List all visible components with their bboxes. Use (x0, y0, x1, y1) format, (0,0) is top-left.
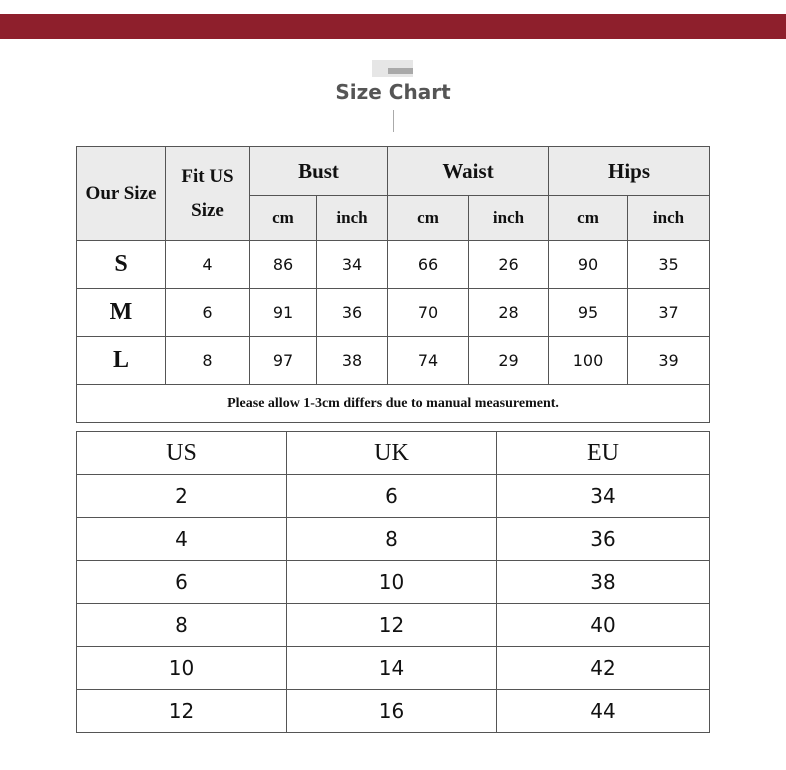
uk-size-value: 8 (287, 518, 497, 561)
waist-cm-value: 70 (388, 289, 469, 337)
unit-header: inch (317, 196, 388, 241)
table-row (77, 690, 710, 733)
bust-cm-value: 91 (250, 289, 317, 337)
us-size-value: 12 (77, 690, 287, 733)
unit-header: inch (469, 196, 549, 241)
fit-us-header-line2: Size (191, 199, 224, 221)
table-row (77, 289, 710, 337)
eu-size-value: 40 (497, 604, 710, 647)
us-size-value: 8 (77, 604, 287, 647)
table-row (77, 604, 710, 647)
fit-us-value: 8 (166, 337, 250, 385)
top-banner-bar (0, 14, 786, 39)
table-row (77, 337, 710, 385)
waist-inch-value: 26 (469, 241, 549, 289)
bust-inch-value: 34 (317, 241, 388, 289)
us-size-value: 6 (77, 561, 287, 604)
table-row (77, 647, 710, 690)
eu-header: EU (497, 432, 710, 475)
uk-size-value: 16 (287, 690, 497, 733)
bust-header: Bust (250, 147, 388, 196)
us-size-value: 4 (77, 518, 287, 561)
uk-size-value: 6 (287, 475, 497, 518)
bust-inch-value: 38 (317, 337, 388, 385)
uk-header: UK (287, 432, 497, 475)
bust-cm-value: 97 (250, 337, 317, 385)
waist-header: Waist (388, 147, 549, 196)
uk-size-value: 10 (287, 561, 497, 604)
unit-header: cm (549, 196, 628, 241)
table-row (77, 518, 710, 561)
table-row (77, 475, 710, 518)
us-header: US (77, 432, 287, 475)
hips-inch-value: 39 (628, 337, 710, 385)
fit-us-value: 4 (166, 241, 250, 289)
size-conversion-table (76, 431, 710, 733)
size-label: L (77, 337, 166, 385)
eu-size-value: 42 (497, 647, 710, 690)
size-label: M (77, 289, 166, 337)
size-chart-table (76, 146, 710, 423)
unit-header: cm (250, 196, 317, 241)
conversion-header-row (77, 432, 710, 475)
fit-us-value: 6 (166, 289, 250, 337)
hips-cm-value: 95 (549, 289, 628, 337)
eu-size-value: 44 (497, 690, 710, 733)
fit-us-header-line1: Fit US (181, 165, 234, 187)
waist-cm-value: 74 (388, 337, 469, 385)
unit-header: inch (628, 196, 710, 241)
us-size-value: 10 (77, 647, 287, 690)
eu-size-value: 38 (497, 561, 710, 604)
waist-inch-value: 28 (469, 289, 549, 337)
uk-size-value: 14 (287, 647, 497, 690)
fit-us-size-header (166, 147, 250, 241)
unit-header: cm (388, 196, 469, 241)
waist-inch-value: 29 (469, 337, 549, 385)
size-header-row (77, 147, 710, 196)
uk-size-value: 12 (287, 604, 497, 647)
table-row (77, 241, 710, 289)
our-size-header: Our Size (77, 147, 166, 241)
table-row (77, 561, 710, 604)
hips-cm-value: 90 (549, 241, 628, 289)
size-label: S (77, 241, 166, 289)
chart-icon (372, 60, 413, 77)
us-size-value: 2 (77, 475, 287, 518)
hips-cm-value: 100 (549, 337, 628, 385)
bust-cm-value: 86 (250, 241, 317, 289)
waist-cm-value: 66 (388, 241, 469, 289)
hips-inch-value: 35 (628, 241, 710, 289)
eu-size-value: 36 (497, 518, 710, 561)
measurement-note: Please allow 1-3cm differs due to manual measurement. (77, 385, 710, 423)
eu-size-value: 34 (497, 475, 710, 518)
note-row (77, 385, 710, 423)
hips-header: Hips (549, 147, 710, 196)
hips-inch-value: 37 (628, 289, 710, 337)
title-divider (393, 110, 394, 132)
page-title: Size Chart (335, 80, 451, 104)
bust-inch-value: 36 (317, 289, 388, 337)
